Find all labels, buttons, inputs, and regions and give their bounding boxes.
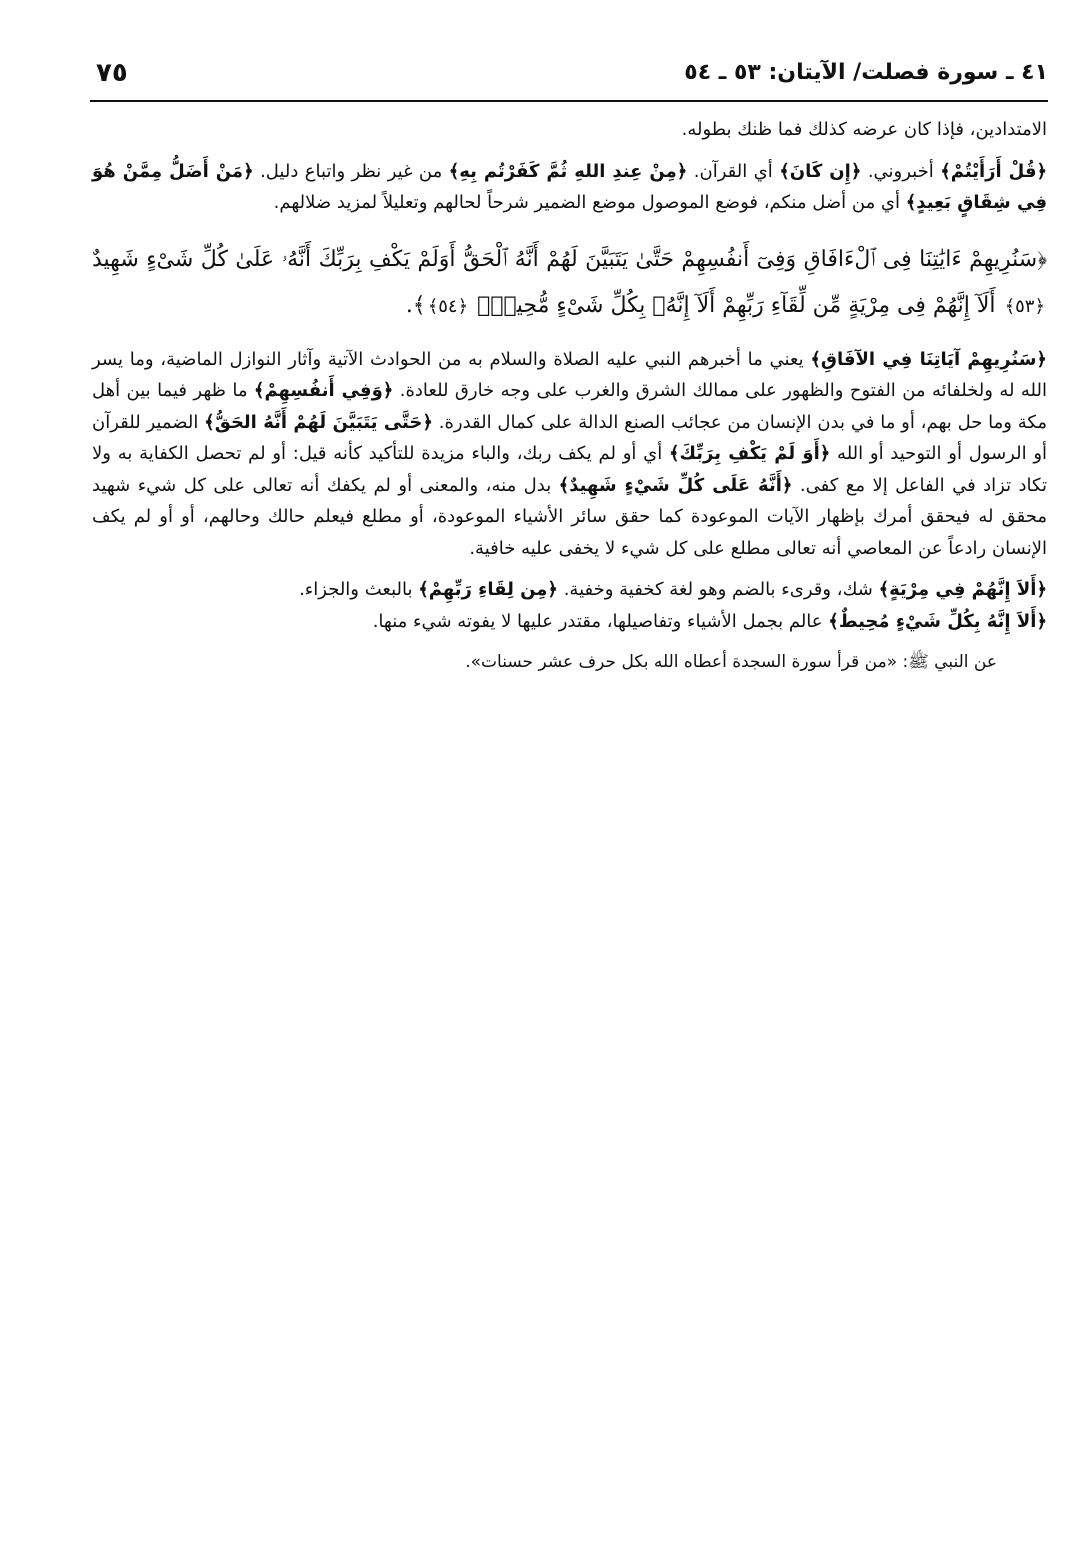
commentary-text: بالبعث والجزاء. — [299, 579, 419, 600]
quran-quote: ﴿إِن كَانَ﴾ — [779, 160, 862, 182]
verse-number-53: ﴿٥٣﴾ — [1004, 295, 1045, 317]
verse-text: أَلَآ إِنَّهُمْ فِى مِرْيَةٍ مِّن لِّقَآءِ رَبِّهِمْ أَلَآ إِنَّهُۥ بِكُلِّ شَىْءٍ مُّحِيطٌۢ — [477, 292, 996, 318]
commentary-text: من غير نظر واتباع دليل. — [253, 160, 449, 182]
quran-quote: ﴿أَلاَ إِنَّهُ بِكُلِّ شَيْءٍ مُحِيطٌ﴾ — [828, 610, 1047, 632]
hadith-note — [92, 647, 1047, 679]
paragraph-commentary-2 — [92, 344, 1047, 565]
commentary-text: ما ظهر فيما بين أهل مكة وما حل بهم، أو ما في بدن الإنسان من عجائب الصنع الدالة على كمال القدرة. — [92, 380, 1047, 433]
paragraph-commentary-1 — [92, 156, 1047, 219]
hadith-text: عن النبي ﷺ: «من قرأ سورة السجدة أعطاه الله بكل حرف عشر حسنات». — [465, 652, 997, 672]
quran-quote: ﴿مِنْ عِندِ اللهِ ثُمَّ كَفَرْتُم بِهِ﴾ — [448, 160, 688, 182]
verse-number-54: ﴿٥٤﴾ — [427, 295, 469, 317]
quran-quote: ﴿سَنُرِيهِمْ آيَاتِنَا فِي الآفَاقِ﴾ — [810, 348, 1047, 370]
commentary-text: بدل منه، والمعنى أو لم يكفك أنه تعالى على كل شيء شهيد محقق له فيحقق أمرك بإظهار الآيات الموعودة كما حقق سائر الأشياء الموعودة، أو مطلع فيعلم حالك وحالهم، أو أو لم يكف الإنسان رادعاً عن المعاصي أنه تعالى مطلع على كل شيء لا يخفى عليه خافية. — [92, 474, 1047, 559]
paragraph-commentary-4 — [92, 606, 1047, 638]
quran-quote: ﴿وَفِي أَنفُسِهِمْ﴾ — [253, 380, 394, 401]
quran-quote: ﴿مَنْ أَضَلُّ مِمَّنْ هُوَ فِي شِقَاقٍ بَعِيدٍ﴾ — [92, 160, 1047, 213]
commentary-text: عالم بجمل الأشياء وتفاصيلها، مقتدر عليها لا يفوته شيء منها. — [372, 610, 829, 632]
quran-quote: ﴿أَنَّهُ عَلَى كُلِّ شَيْءٍ شَهِيدٌ﴾ — [558, 474, 793, 496]
quran-verse-block — [92, 237, 1047, 330]
quran-quote: ﴿مِن لِقَاءِ رَبِّهِمْ﴾ — [418, 579, 558, 600]
page-header — [90, 56, 1048, 102]
commentary-text: يعني ما أخبرهم النبي عليه الصلاة والسلام به من الحوادث الآتية وآثار النوازل الماضية، وما يسر الله له ولخلفائه من الفتوح والظهور على ممالك الشرق والغرب على وجه خارق للعادة. — [92, 348, 1047, 401]
paragraph-commentary-3 — [92, 574, 1047, 606]
quran-quote: ﴿حَتَّى يَتَبَيَّنَ لَهُمْ أَنَّهُ الحَقُّ﴾ — [204, 411, 433, 433]
quran-quote: ﴿أَوَ لَمْ يَكْفِ بِرَبِّكَ﴾ — [668, 443, 831, 464]
quran-quote: ﴿قُلْ أَرَأَيْتُمْ﴾ — [940, 160, 1048, 182]
commentary-text: أخبروني. — [861, 160, 941, 182]
commentary-text: الضمير للقرآن أو الرسول أو التوحيد أو الله — [92, 411, 1048, 464]
running-title: ٤١ ـ سورة فصلت/ الآيتان: ٥٣ ـ ٥٤ — [684, 60, 1048, 85]
verse-close: ﴾. — [405, 292, 426, 318]
paragraph-text: الامتدادين، فإذا كان عرضه كذلك فما ظنك بطوله. — [681, 119, 1047, 140]
quran-quote: ﴿أَلاَ إِنَّهُمْ فِي مِرْيَةٍ﴾ — [878, 579, 1047, 600]
commentary-text: أي من أضل منكم، فوضع الموصول موضع الضمير شرحاً لحالهم وتعليلاً لمزيد ضلالهم. — [273, 192, 906, 213]
verse-text: ﴿سَنُرِيهِمْ ءَايَٰتِنَا فِى ٱلْءَافَاقِ وَفِىٓ أَنفُسِهِمْ حَتَّىٰ يَتَبَيَّنَ لَهُمْ أَنَّهُ ٱلْحَقُّ أَوَلَمْ يَكْفِ بِرَبِّكَ أَنَّهُۥ عَلَىٰ كُلِّ شَىْءٍ شَهِيدٌ — [92, 246, 1047, 272]
page-body — [92, 114, 1047, 679]
commentary-text: أي القرآن. — [687, 160, 780, 182]
page-number: ٧٥ — [96, 58, 128, 88]
commentary-text: أي أو لم يكف ربك، والباء مزيدة للتأكيد كأنه قيل: أو لم تحصل الكفاية به ولا تكاد تزاد في الفاعل إلا مع كفى. — [92, 443, 1047, 496]
paragraph-continuation — [92, 114, 1047, 146]
commentary-text: شك، وقرىء بالضم وهو لغة كخفية وخفية. — [557, 579, 879, 600]
